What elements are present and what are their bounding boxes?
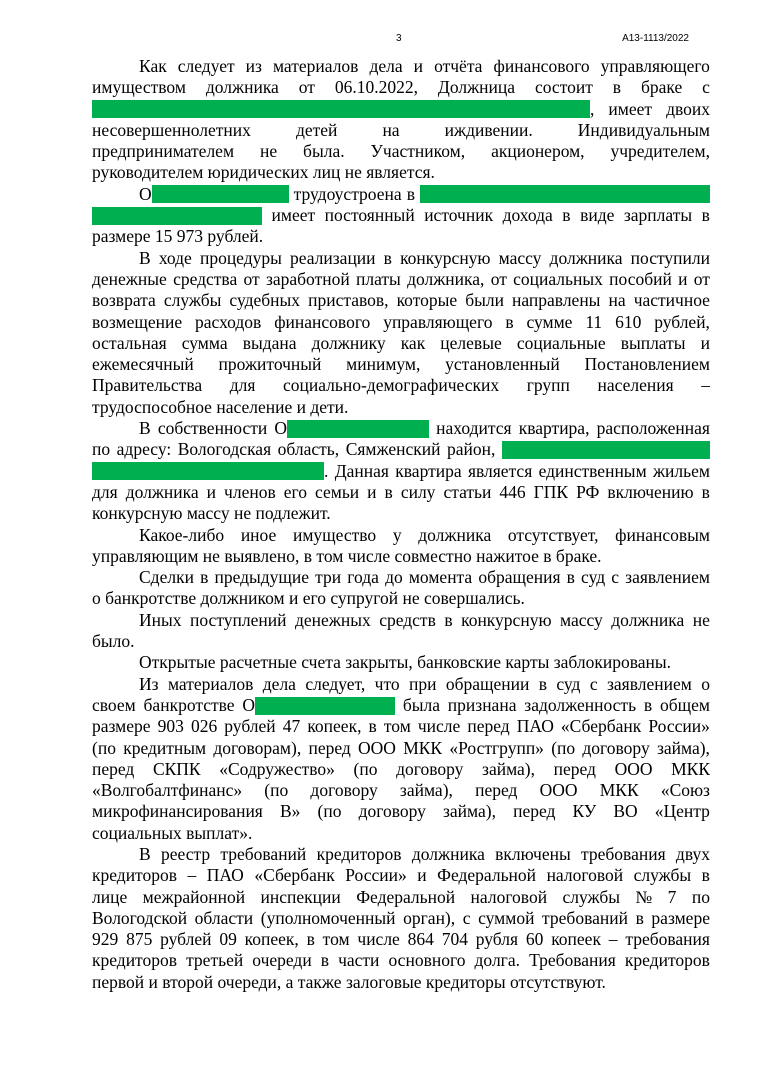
text-line: ежемесячный прожиточный минимум, установленный Постановлением: [92, 354, 710, 375]
text-line: размере 903 026 рублей 47 копеек, в том числе перед ПАО «Сбербанк России»: [92, 716, 710, 737]
text-line: первой и второй очереди, а также залоговые кредиторы отсутствуют.: [92, 971, 606, 992]
text-line: микрофинансирования В» (по договору займа), перед КУ ВО «Центр: [92, 801, 710, 822]
text-line: конкурсную массу не подлежит.: [92, 503, 331, 524]
redaction-box: [255, 697, 395, 715]
text-line: возврата службы судебных приставов, которые были направлены на частичное: [92, 290, 710, 311]
text-line: В собственности О находится квартира, расположенная: [139, 418, 710, 439]
text-line: О трудоустроена в: [92, 184, 710, 205]
text-line: (по кредитным договорам), перед ООО МКК «Ростгрупп» (по договору займа),: [92, 737, 710, 758]
text-line: несовершеннолетних детей на иждивении. Индивидуальным: [92, 119, 710, 140]
text-line: руководителем юридических лиц не является.: [92, 162, 435, 183]
text-line: Правительства для социально-демографических групп населения –: [92, 375, 710, 396]
case-number: А13-1113/2022: [622, 33, 689, 44]
text-line: Как следует из материалов дела и отчёта финансового управляющего: [139, 56, 710, 76]
text-line: социальных выплат».: [92, 822, 253, 843]
text-line: размере 15 973 рублей.: [92, 226, 264, 247]
text-line: , имеет двоих: [92, 99, 710, 120]
text-line: 929 875 рублей 09 копеек, в том числе 864 704 рубля 60 копеек – требования: [92, 929, 710, 950]
redaction-box: [502, 441, 710, 459]
text-line: было.: [92, 631, 135, 652]
text-line: возмещение расходов финансового управляющего в сумме 11 610 рублей,: [92, 311, 710, 332]
redaction-box: [287, 420, 429, 438]
text-line: В реестр требований кредиторов должника включены требования двух: [139, 843, 710, 864]
text-line: . Данная квартира является единственным жильем: [92, 461, 710, 482]
text-line: кредиторов – ПАО «Сбербанк России» и Федеральной налоговой службы в: [92, 865, 710, 886]
text-line: Какое-либо иное имущество у должника отсутствует, финансовым: [139, 524, 710, 545]
text-line: для должника и членов его семьи и в силу статьи 446 ГПК РФ включению в: [92, 481, 710, 502]
page-number: 3: [396, 33, 402, 44]
redaction-box: [92, 462, 324, 480]
text-line: В ходе процедуры реализации в конкурсную массу должника поступили: [139, 247, 710, 268]
text-line: имуществом должника от 06.10.2022, Должница состоит в браке с: [92, 77, 710, 98]
document-body: [92, 56, 710, 993]
text-line: «Волгобалтфинанс» (по договору займа), перед ООО МКК «Союз: [92, 780, 710, 801]
text-line: по адресу: Вологодская область, Сямженский район,: [92, 439, 710, 460]
redaction-box: [92, 100, 590, 118]
text-line: Иных поступлений денежных средств в конкурсную массу должника не: [139, 609, 710, 630]
text-line: кредиторов третьей очереди в части основного долга. Требования кредиторов: [92, 950, 710, 971]
text-line: лице межрайонной инспекции Федеральной налоговой службы № 7 по: [92, 886, 710, 907]
text-line: трудоспособное население и дети.: [92, 396, 349, 417]
text-line: Сделки в предыдущие три года до момента обращения в суд с заявлением: [139, 567, 710, 588]
text-line: денежные средства от заработной платы должника, от социальных пособий и от: [92, 268, 710, 289]
text-line: имеет постоянный источник дохода в виде зарплаты в: [92, 205, 710, 226]
redaction-box: [92, 207, 262, 225]
redaction-box: [152, 185, 289, 203]
text-line: Открытые расчетные счета закрыты, банковские карты заблокированы.: [139, 652, 672, 673]
text-line: о банкротстве должником и его супругой не совершались.: [92, 588, 525, 609]
text-line: своем банкротстве О была признана задолженность в общем: [92, 694, 710, 715]
text-line: Из материалов дела следует, что при обращении в суд с заявлением о: [139, 673, 710, 694]
text-line: Вологодской области (уполномоченный орган), с суммой требований в размере: [92, 907, 710, 928]
text-line: управляющим не выявлено, в том числе совместно нажитое в браке.: [92, 545, 602, 566]
text-line: перед СКПК «Содружество» (по договору займа), перед ООО МКК: [92, 758, 710, 779]
redaction-box: [420, 185, 710, 203]
text-line: предпринимателем не была. Участником, акционером, учредителем,: [92, 141, 710, 162]
text-line: остальная сумма выдана должнику как целевые социальные выплаты и: [92, 332, 710, 353]
